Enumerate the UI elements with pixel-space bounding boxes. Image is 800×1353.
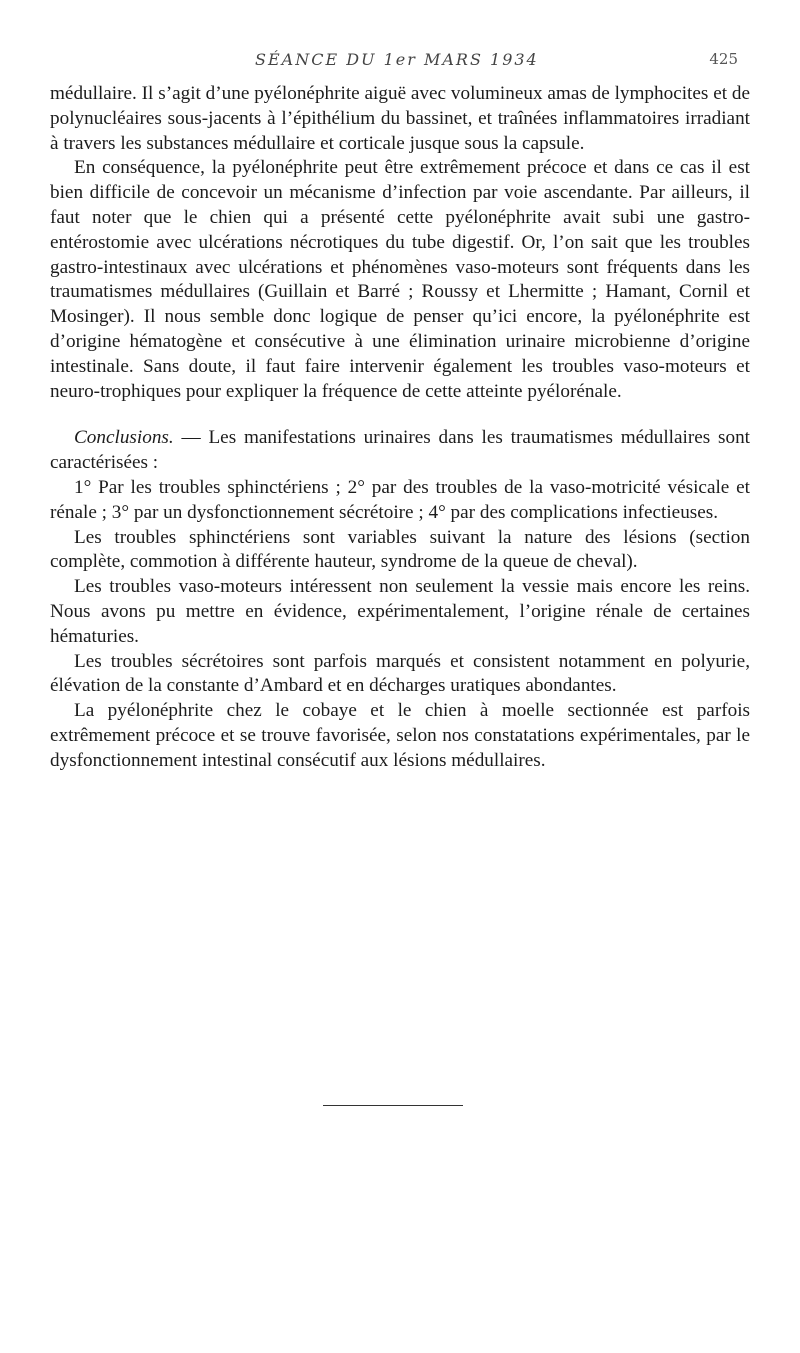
paragraph-consequence: En conséquence, la pyélonéphrite peut être extrêmement précoce et dans ce cas il est bien difficile de concevoir un mécanisme d’infection par voie ascendante. Par ailleurs, il faut noter que le chien qui a présenté cette pyélonéphrite avait subi une gastro-entérostomie avec ulcérations nécrotiques du tube digestif. Or, l’on sait que les troubles gastro-intestinaux avec ulcérations et phénomènes vaso-moteurs sont fréquents dans les traumatismes médullaires (Guillain et Barré ; Roussy et Lhermitte ; Hamant, Cornil et Mosinger). Il nous semble donc logique de penser qu’ici encore, la pyélonéphrite est d’origine hématogène et consécutive à une élimination urinaire microbienne d’origine intestinale. Sans doute, il faut faire intervenir également les troubles vaso-moteurs et neuro-trophiques pour expliquer la fréquence de cette atteinte pyélorénale.: [50, 157, 750, 402]
conclusion-item: Les troubles sécrétoires sont parfois marqués et consistent notamment en polyurie, élévation de la constante d’Ambard et en décharges uratiques abondantes.: [50, 650, 750, 697]
conclusions-intro: [50, 426, 750, 476]
end-rule: [323, 1105, 463, 1106]
body-text: [50, 82, 750, 774]
conclusion-item: La pyélonéphrite chez le cobaye et le chien à moelle sectionnée est parfois extrêmement précoce et se trouve favorisée, selon nos constatations expérimentales, par le dysfonctionnement intestinal consécutif aux lésions médullaires.: [50, 700, 750, 771]
running-header: [0, 50, 800, 76]
conclusion-item: 1° Par les troubles sphinctériens ; 2° par des troubles de la vaso-motricité vésicale et rénale ; 3° par un dysfonctionnement sécrétoire ; 4° par des complications infectieuses.: [50, 476, 750, 523]
paragraph-continuation: médullaire. Il s’agit d’une pyélonéphrite aiguë avec volumineux amas de lymphocites et de polynucléaires sous-jacents à l’épithélium du bassinet, et traînées inflammatoires irradiant à travers les substances médullaire et corticale jusque sous la capsule.: [50, 83, 750, 154]
running-title: SÉANCE DU 1er MARS 1934: [255, 50, 539, 69]
page-number: 425: [709, 50, 738, 68]
conclusion-item: Les troubles sphinctériens sont variables suivant la nature des lésions (section complète, commotion à différente hauteur, syndrome de la queue de cheval).: [50, 526, 750, 573]
conclusions-intro-text: — Les manifestations urinaires dans les traumatismes médullaires sont caractérisées :: [50, 427, 750, 474]
conclusions-heading: Conclusions.: [74, 427, 174, 449]
conclusion-item: Les troubles vaso-moteurs intéressent non seulement la vessie mais encore les reins. Nous avons pu mettre en évidence, expérimentalement, l’origine rénale de certaines hématuries.: [50, 576, 750, 647]
